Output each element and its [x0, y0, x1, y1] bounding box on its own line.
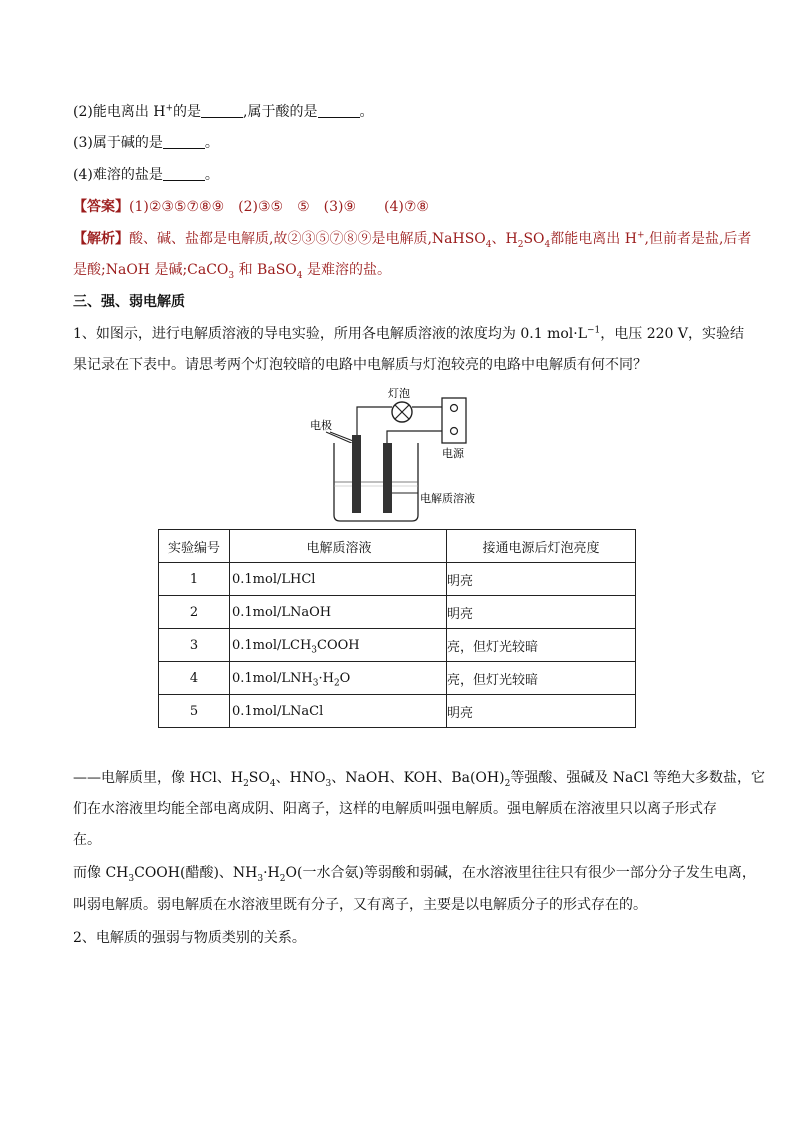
paragraph-1-line-1: 1、如图示，进行电解质溶液的导电实验，所用各电解质溶液的浓度均为 0.1 $mol\cdot L^{-1}$，电压 220 V，实验结 — [73, 325, 745, 342]
table-cell: 明亮 — [447, 563, 636, 596]
table-cell: $0.1mol/LCH_3COOH$ — [230, 629, 447, 662]
table-cell: 0.1mol/LNaCl — [230, 695, 447, 728]
table-cell: 5 — [159, 695, 230, 728]
table-header: 电解质溶液 — [230, 530, 447, 563]
table-row — [159, 662, 636, 695]
table-cell: 明亮 — [447, 596, 636, 629]
analysis-line-1: 【解析】酸、碱、盐都是电解质,故②③⑤⑦⑧⑨是电解质,NaHSO$_4$、$H_2SO_4$都能电离出 H+,但前者是盐,后者 — [73, 230, 752, 250]
paragraph-2: 2、电解质的强弱与物质类别的关系。 — [73, 930, 306, 946]
answer-blank — [318, 103, 360, 118]
answer-line: 【答案】(1)②③⑤⑦⑧⑨ (2)③⑤ ⑤ (3)⑨ (4)⑦⑧ — [73, 199, 429, 215]
table-header: 实验编号 — [159, 530, 230, 563]
table-cell: 0.1mol/LNaOH — [230, 596, 447, 629]
table-cell: 0.1mol/LHCl — [230, 563, 447, 596]
question-3: (3)属于碱的是 。 — [73, 135, 219, 151]
table-header-row — [159, 530, 636, 563]
label-solution: 电解质溶液 — [420, 492, 475, 505]
strong-electrolyte-line-1: ——电解质里，像 HCl、$H_2SO_4$、$HNO_3$、NaOH、KOH、$Ba(OH)_2$等强酸、强碱及 NaCl 等绝大多数盐，它 — [73, 770, 766, 789]
terminal-icon — [451, 405, 458, 412]
table-cell: $0.1mol/LNH_3\cdot H_2O$ — [230, 662, 447, 695]
table-cell: 2 — [159, 596, 230, 629]
answer-blank — [163, 134, 205, 149]
label-bulb: 灯泡 — [388, 387, 410, 400]
weak-electrolyte-line-2: 叫弱电解质。弱电解质在水溶液里既有分子，又有离子，主要是以电解质分子的形式存在的。 — [73, 897, 647, 913]
table-cell: 1 — [159, 563, 230, 596]
weak-electrolyte-line-1: 而像 $CH_3COOH$(醋酸)、$NH_3\cdot H_2O$(一水合氨)等弱酸和弱碱，在水溶液里往往只有很少一部分分子发生电离， — [73, 865, 756, 884]
analysis-line-2: 是酸;NaOH 是碱;CaCO$_3$ 和 BaSO$_4$ 是难溶的盐。 — [73, 262, 391, 281]
wire — [412, 407, 444, 409]
question-4: (4)难溶的盐是 。 — [73, 167, 219, 183]
electrode-right — [383, 443, 392, 513]
wire — [387, 431, 444, 443]
label-electrode: 电极 — [310, 419, 332, 432]
experiment-table — [158, 529, 636, 728]
table-cell: 亮，但灯光较暗 — [447, 629, 636, 662]
table-row — [159, 563, 636, 596]
paragraph-1-line-2: 果记录在下表中。请思考两个灯泡较暗的电路中电解质与灯泡较亮的电路中电解质有何不同？ — [73, 357, 647, 373]
conductivity-apparatus-diagram — [300, 385, 500, 527]
question-2: (2)能电离出 H+的是 ,属于酸的是 。 — [73, 103, 374, 120]
table-cell: 亮，但灯光较暗 — [447, 662, 636, 695]
label-power: 电源 — [442, 447, 464, 460]
table-row — [159, 596, 636, 629]
strong-electrolyte-line-2: 们在水溶液里均能全部电离成阴、阳离子，这样的电解质叫强电解质。强电解质在溶液里只以离子形式存 — [73, 801, 717, 817]
table-row — [159, 629, 636, 662]
table-cell: 3 — [159, 629, 230, 662]
table-row — [159, 695, 636, 728]
electrode-left — [352, 435, 361, 513]
table-cell: 明亮 — [447, 695, 636, 728]
table-header: 接通电源后灯泡亮度 — [447, 530, 636, 563]
answer-blank — [201, 103, 243, 118]
table-cell: 4 — [159, 662, 230, 695]
answer-blank — [163, 166, 205, 181]
strong-electrolyte-line-3: 在。 — [73, 832, 101, 848]
section-title: 三、强、弱电解质 — [73, 294, 185, 310]
terminal-icon — [451, 428, 458, 435]
